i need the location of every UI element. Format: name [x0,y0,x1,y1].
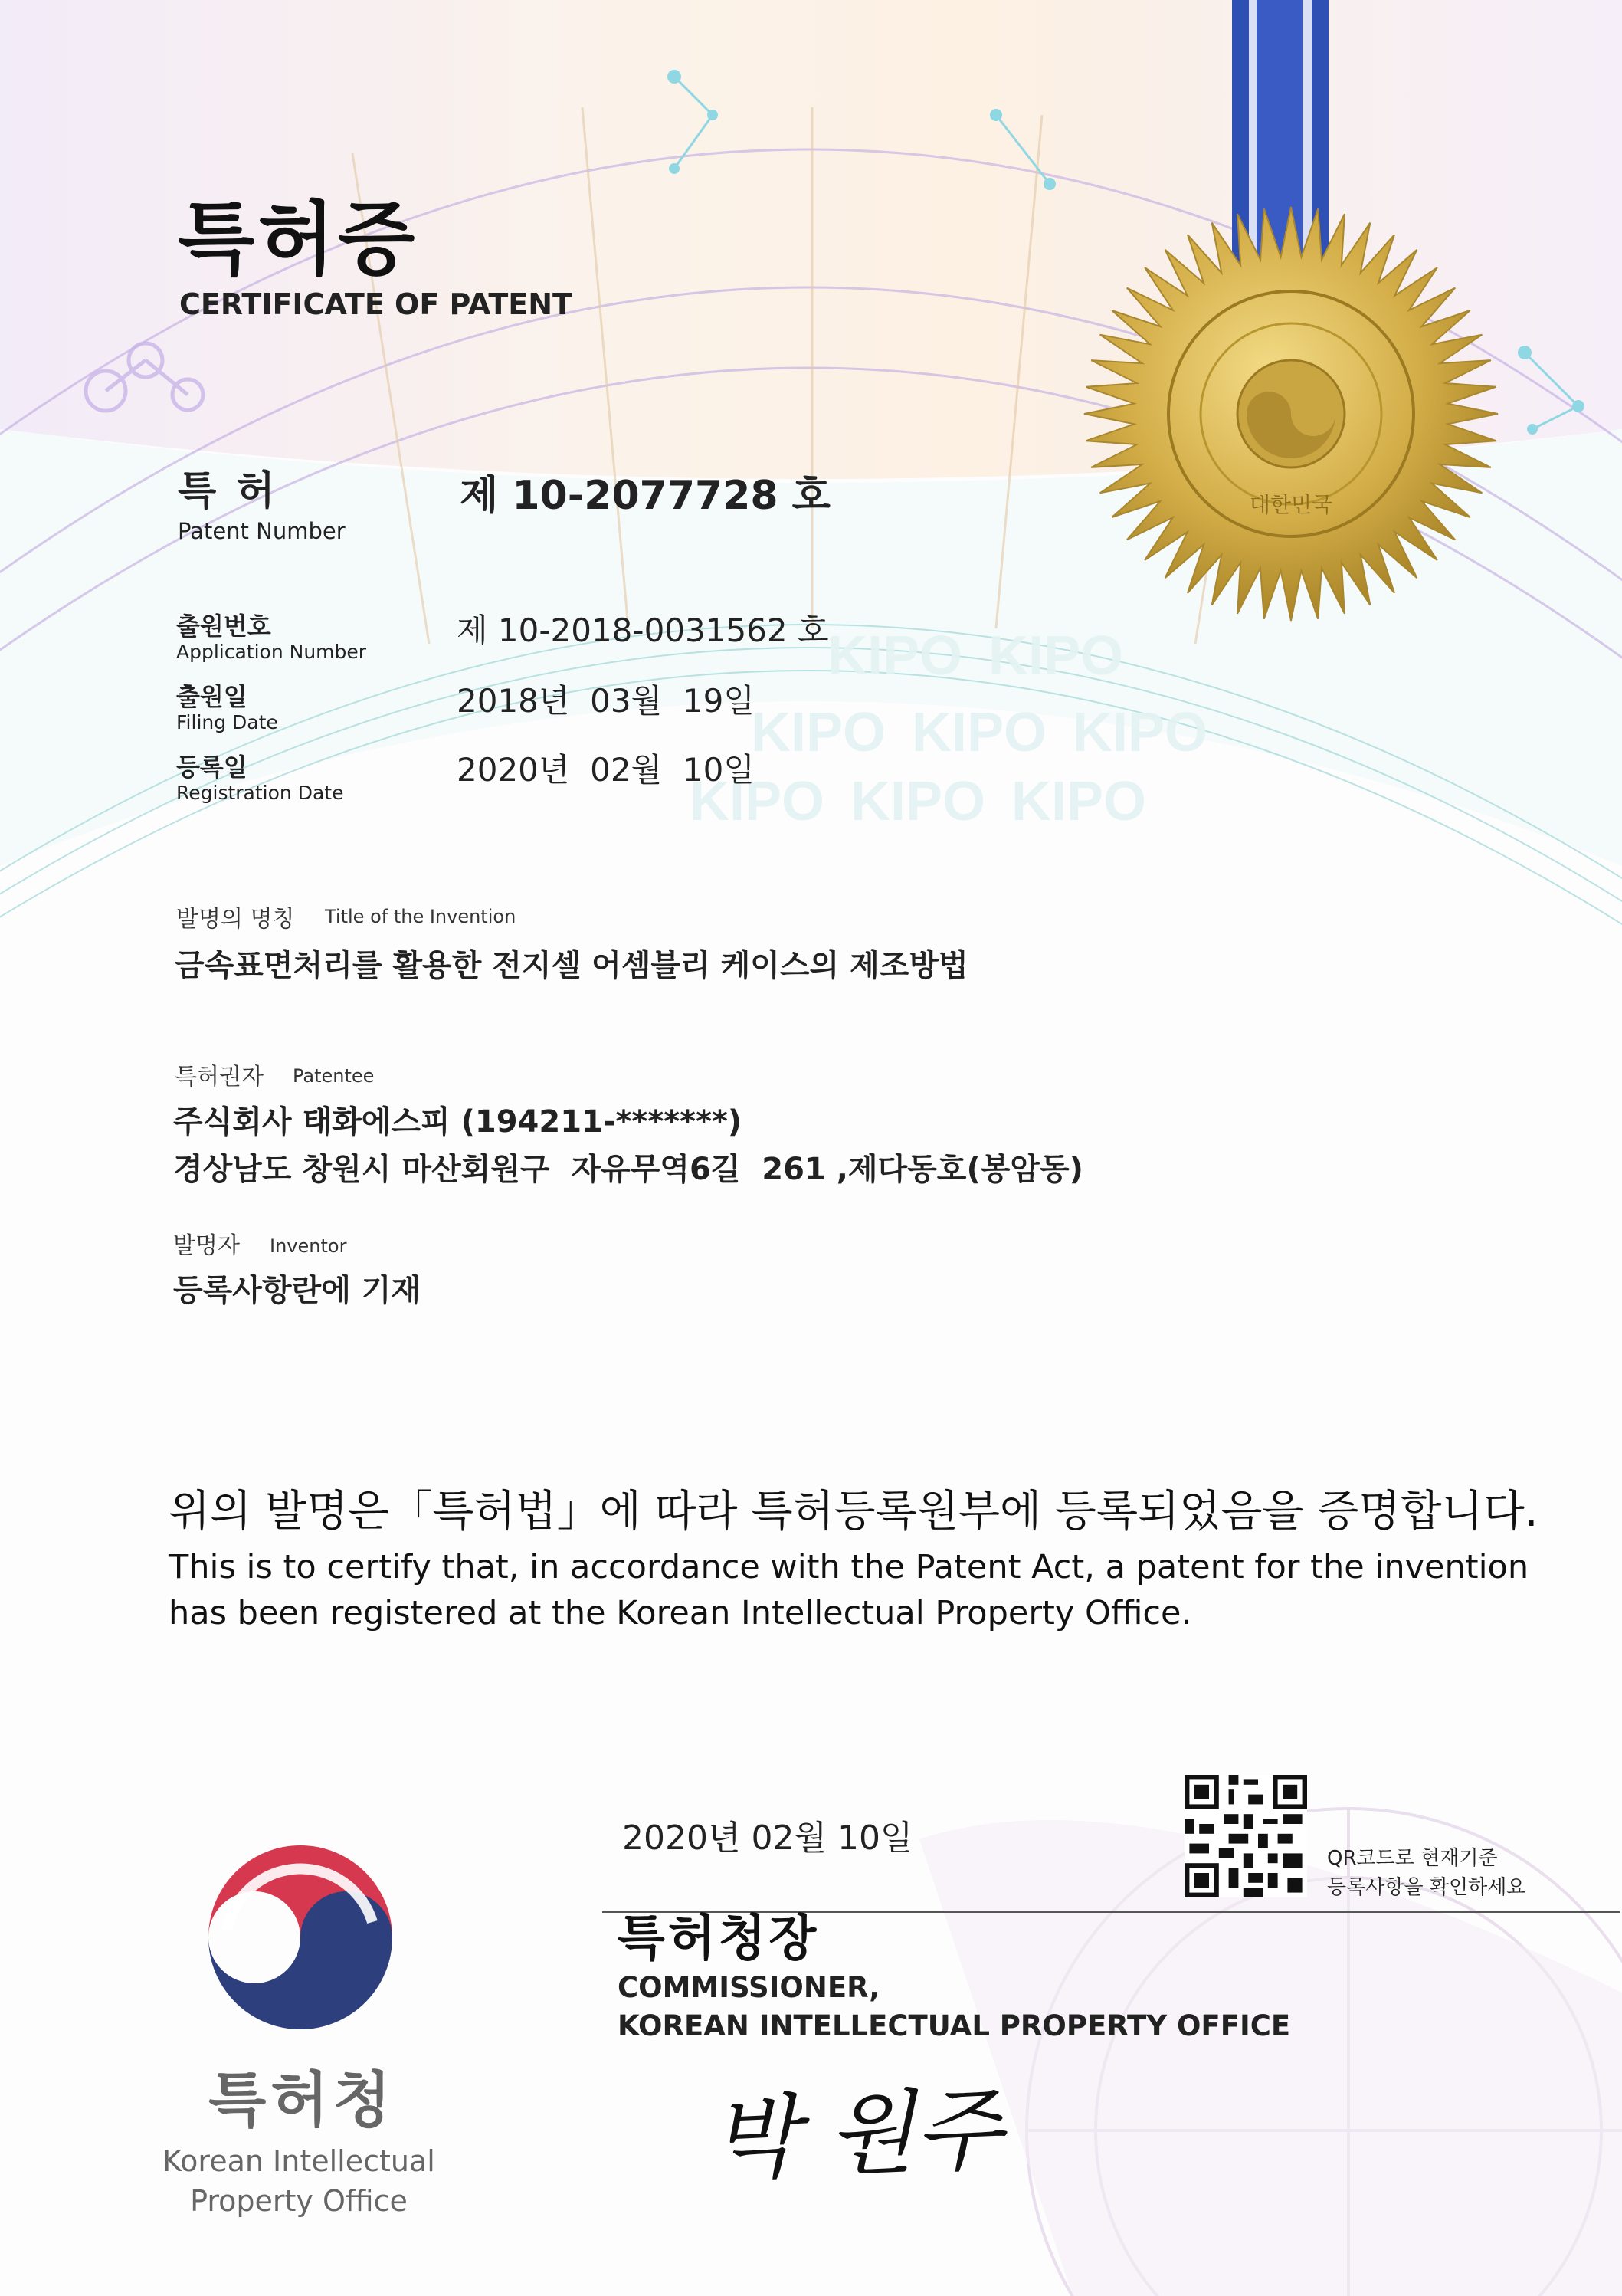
registration-date-value: 2020년 02월 10일 [457,751,755,789]
certification-statement-ko: 위의 발명은「특허법」에 따라 특허등록원부에 등록되었음을 증명합니다. [169,1487,1538,1537]
watermark-row-1b: KIPO [988,625,1124,687]
commissioner-title-en-line1: COMMISSIONER, [618,1971,880,2004]
watermark-row-3: KIPO [690,771,825,832]
application-number-value: 제 10-2018-0031562 호 [457,612,829,649]
patentee-address: 경상남도 창원시 마산회원구 자유무역6길 261 ,제다동호(봉암동) [173,1152,1083,1187]
issue-date: 2020년 02월 10일 [622,1819,913,1858]
application-number-label-en: Application Number [176,641,367,663]
seal-text: 대한민국 [1249,492,1333,517]
office-name-en-line1: Korean Intellectual [162,2144,435,2178]
office-name-ko: 특허청 [208,2066,396,2135]
certification-statement-en-line2: has been registered at the Korean Intellectual Property Office. [169,1594,1192,1632]
commissioner-title-en-line2: KOREAN INTELLECTUAL PROPERTY OFFICE [618,2009,1291,2042]
patentee-label-ko: 특허권자 [175,1064,264,1091]
commissioner-signature: 박 원주 [709,2076,1004,2193]
office-name-en-line2: Property Office [190,2184,408,2218]
watermark-row-3b: KIPO [850,771,986,832]
filing-date-label-en: Filing Date [176,711,278,733]
qr-code[interactable] [1185,1775,1307,1897]
patent-number-label-en: Patent Number [178,518,346,544]
certificate-title-en: CERTIFICATE OF PATENT [179,287,572,321]
filing-date-value: 2018년 03월 19일 [457,682,755,720]
patentee-label-en: Patentee [293,1065,375,1087]
patent-number-value: 제 10-2077728 호 [460,473,831,519]
application-number-label-ko: 출원번호 [176,612,271,641]
registration-date-label-en: Registration Date [176,782,344,804]
patentee-name: 주식회사 태화에스피 (194211-*******) [173,1104,742,1140]
qr-note-line2: 등록사항을 확인하세요 [1327,1876,1526,1899]
watermark-row-1: KIPO [827,625,963,687]
registration-date-label-ko: 등록일 [176,753,247,782]
invention-title-label-ko: 발명의 명칭 [176,906,295,933]
certification-statement-en-line1: This is to certify that, in accordance with the Patent Act, a patent for the invention [169,1548,1529,1586]
filing-date-label-ko: 출원일 [176,682,247,711]
inventor-label-en: Inventor [270,1235,347,1257]
gold-seal [1084,207,1498,621]
kipo-taegeuk-logo-icon [201,1838,400,2037]
commissioner-title-ko: 특허청장 [618,1911,820,1967]
watermark-row-2b: KIPO [912,702,1047,763]
watermark-row-2: KIPO [751,702,886,763]
inventor-value: 등록사항란에 기재 [173,1273,421,1308]
invention-title-value: 금속표면처리를 활용한 전지셀 어셈블리 케이스의 제조방법 [175,948,968,983]
patent-number-label-ko: 특 허 [178,468,278,514]
certificate-title-ko: 특허증 [178,192,418,286]
invention-title-label-en: Title of the Invention [325,906,516,927]
watermark-row-3c: KIPO [1011,771,1147,832]
watermark-row-2c: KIPO [1073,702,1208,763]
inventor-label-ko: 발명자 [173,1232,240,1259]
qr-note-line1: QR코드로 현재기준 [1327,1847,1498,1870]
